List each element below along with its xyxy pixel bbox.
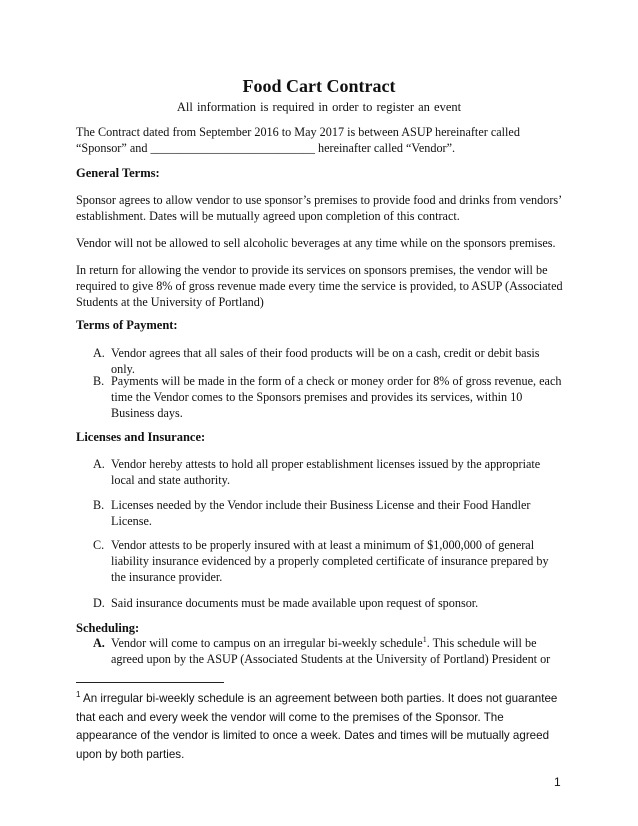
general-terms-paragraph-2: Vendor will not be allowed to sell alcoholic beverages at any time while on the sponsors premises.: [76, 236, 556, 250]
footnote-text: An irregular bi-weekly schedule is an agreement between both parties. It does not guarantee that each and every week the vendor will come to the premises of the Sponsor. The appearance of the vendor is limited to once a week. Dates and times will be mutually agreed upon by both parties.: [76, 692, 558, 761]
list-letter: C.: [93, 538, 105, 552]
list-item-text: Licenses needed by the Vendor include their Business License and their Food Handler License.: [111, 498, 531, 528]
general-terms-heading: General Terms:: [76, 166, 160, 180]
list-item-text: Said insurance documents must be made available upon request of sponsor.: [111, 596, 479, 610]
intro-paragraph: [76, 124, 566, 156]
list-item-text: Payments will be made in the form of a check or money order for 8% of gross revenue, each time the Vendor comes to the Sponsors premises and provides its services, within 10 Business days.: [111, 374, 562, 420]
licenses-item-b: [93, 497, 565, 529]
licenses-item-d: [93, 595, 565, 611]
list-item-text: Vendor hereby attests to hold all proper establishment licenses issued by the appropriate local and state authority.: [111, 457, 541, 487]
general-terms-paragraph-1: Sponsor agrees to allow vendor to use sponsor’s premises to provide food and drinks from vendors’ establishment. Dates will be mutually agreed upon completion of this contract.: [76, 193, 562, 223]
scheduling-text-after: . This schedule will be agreed upon by the ASUP (Associated Students at the University of Portland) President or: [111, 636, 551, 666]
licenses-item-c: [93, 537, 565, 585]
list-letter: A.: [93, 457, 105, 471]
page-title: Food Cart Contract: [242, 76, 396, 96]
list-letter: B.: [93, 374, 105, 388]
terms-of-payment-heading: Terms of Payment:: [76, 318, 178, 332]
general-terms-paragraph-3: In return for allowing the vendor to provide its services on sponsors premises, the vendor will be required to give 8% of gross revenue made every time the service is provided, to ASUP (Associated Students at the University of Portland): [76, 263, 563, 309]
page-subtitle: All information is required in order to register an event: [176, 100, 462, 114]
list-item-text: Vendor attests to be properly insured with at least a minimum of $1,000,000 of general liability insurance evidenced by a properly completed certificate of insurance prepared by the insurance provider.: [111, 538, 549, 584]
intro-line-2: “Sponsor” and ___________________________ hereinafter called “Vendor”.: [76, 141, 456, 155]
scheduling-heading: Scheduling:: [76, 621, 140, 635]
intro-line-1: The Contract dated from September 2016 to May 2017 is between ASUP hereinafter called: [76, 125, 520, 139]
footnote: [76, 690, 566, 764]
list-letter: A.: [93, 346, 105, 360]
scheduling-text-before: Vendor will come to campus on an irregular bi-weekly schedule: [111, 636, 423, 650]
payment-item-b: [93, 373, 565, 421]
list-letter: A.: [93, 636, 105, 650]
footnote-mark: 1: [76, 690, 81, 700]
list-item-text: Vendor agrees that all sales of their food products will be on a cash, credit or debit basis only.: [111, 346, 540, 376]
list-letter: D.: [93, 596, 105, 610]
scheduling-item-a: [93, 635, 565, 667]
licenses-item-a: [93, 456, 565, 488]
list-letter: B.: [93, 498, 105, 512]
footnote-separator: [76, 682, 224, 683]
licenses-heading: Licenses and Insurance:: [76, 430, 206, 444]
footnote-reference: 1: [422, 634, 427, 644]
list-item-text: [111, 635, 565, 667]
page-number: 1: [554, 775, 561, 789]
